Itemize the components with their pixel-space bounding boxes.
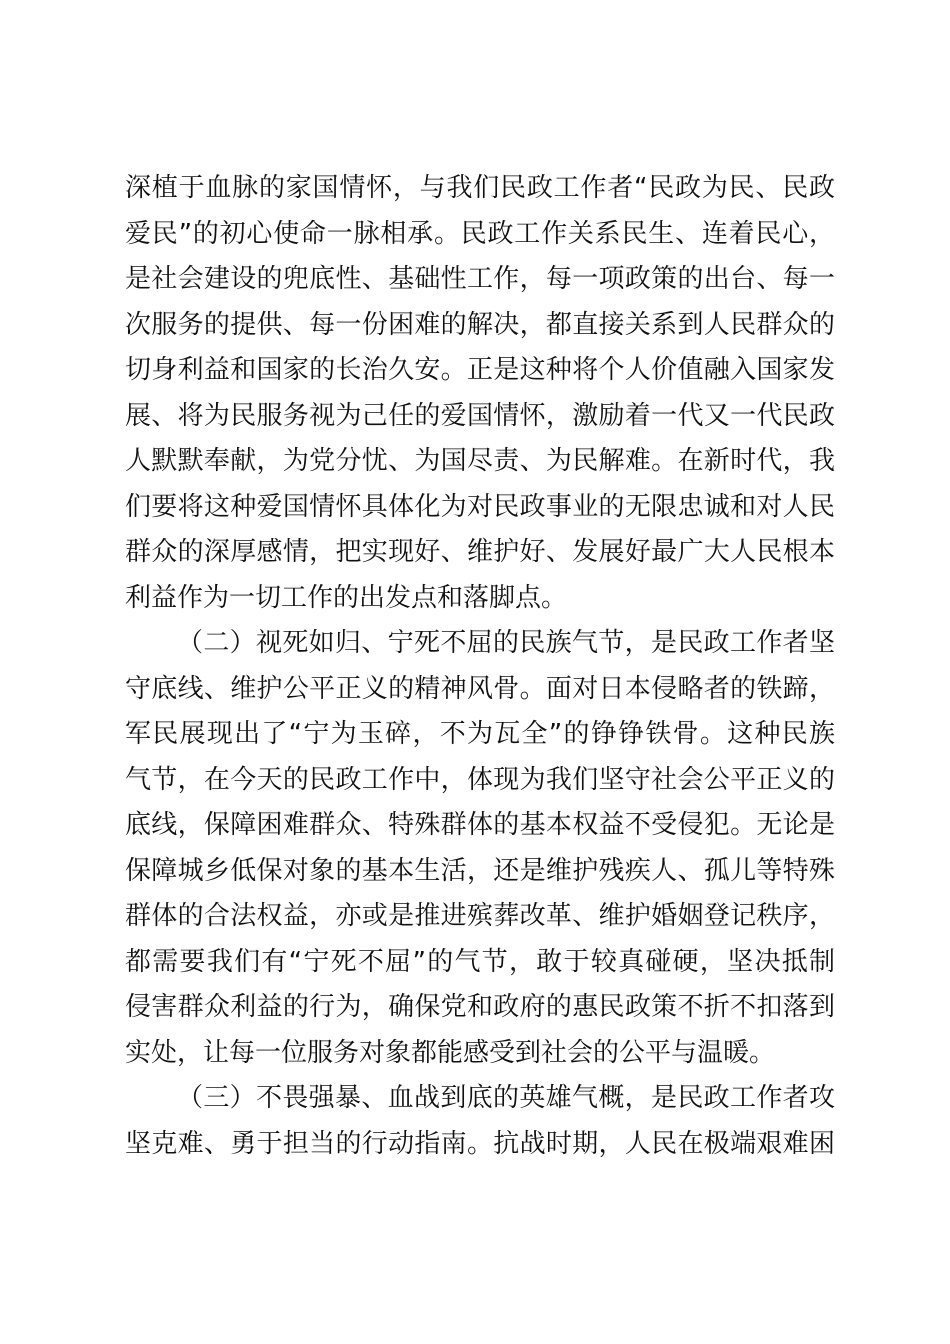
text-line: 展、将为民服务视为己任的爱国情怀，激励着一代又一代民政 — [125, 400, 835, 431]
text-line: 深植于血脉的家国情怀，与我们民政工作者“民政为民、民政 — [125, 173, 835, 203]
text-line: 守底线、维护公平正义的精神风骨。面对日本侵略者的铁蹄， — [125, 673, 835, 704]
paragraph-end-line: 利益作为一切工作的出发点和落脚点。 — [125, 582, 568, 613]
section-heading-line: （二）视死如归、宁死不屈的民族气节，是民政工作者坚 — [177, 628, 835, 658]
text-line: 坚克难、勇于担当的行动指南。抗战时期，人民在极端艰难困 — [125, 1128, 835, 1159]
text-line: 人默默奉献，为党分忧、为国尽责、为民解难。在新时代，我 — [125, 446, 835, 476]
section-heading-line: （三）不畏强暴、血战到底的英雄气概，是民政工作者攻 — [177, 1083, 835, 1113]
text-line: 保障城乡低保对象的基本生活，还是维护残疾人、孤儿等特殊 — [125, 855, 835, 886]
text-line: 是社会建设的兜底性、基础性工作，每一项政策的出台、每一 — [125, 264, 835, 294]
paragraph-end-line: 实处，让每一位服务对象都能感受到社会的公平与温暖。 — [125, 1037, 776, 1068]
text-line: 军民展现出了“宁为玉碎，不为瓦全”的铮铮铁骨。这种民族 — [125, 719, 835, 749]
text-line: 们要将这种爱国情怀具体化为对民政事业的无限忠诚和对人民 — [125, 491, 835, 522]
text-line: 切身利益和国家的长治久安。正是这种将个人价值融入国家发 — [125, 355, 835, 385]
text-line: 气节，在今天的民政工作中，体现为我们坚守社会公平正义的 — [125, 764, 835, 795]
text-line: 群众的深厚感情，把实现好、维护好、发展好最广大人民根本 — [125, 537, 835, 567]
text-line: 爱民”的初心使命一脉相承。民政工作关系民生、连着民心， — [125, 218, 835, 249]
text-line: 底线，保障困难群众、特殊群体的基本权益不受侵犯。无论是 — [125, 810, 835, 840]
text-line: 次服务的提供、每一份困难的解决，都直接关系到人民群众的 — [125, 309, 835, 340]
text-line: 群体的合法权益，亦或是推进殡葬改革、维护婚姻登记秩序， — [125, 901, 835, 931]
text-line: 都需要我们有“宁死不屈”的气节，敢于较真碰硬，坚决抵制 — [125, 946, 835, 977]
document-body — [125, 166, 835, 1167]
text-line: 侵害群众利益的行为，确保党和政府的惠民政策不折不扣落到 — [125, 992, 835, 1022]
